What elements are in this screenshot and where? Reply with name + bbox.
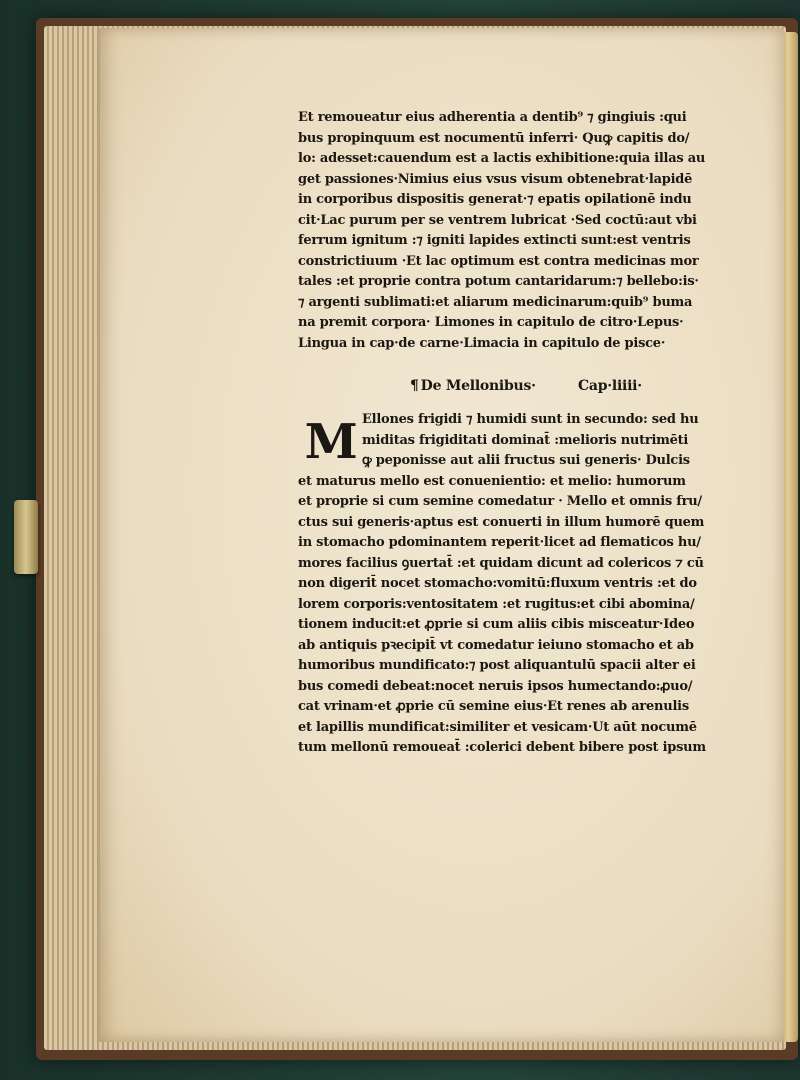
text-line: tales :et proprie contra potum cantaridarum:⁊ bellebo:is·	[298, 274, 699, 289]
text-line: Ellones frigidi ⁊ humidi sunt in secundo: sed hu	[362, 412, 699, 427]
text-line: bus propinquum est nocumentū inferri· Quꝙ capitis do/	[298, 130, 690, 146]
pilcrow-icon: ¶	[410, 378, 419, 394]
text-line: Et remoueatur eius adherentia a dentib⁹ ⁊ gingiuis :qui	[298, 110, 687, 125]
text-line: miditas frigiditati dominat̄ :melioris nutrimēti	[362, 432, 689, 448]
chapter-title: ¶ De Mellonibus·	[410, 378, 536, 394]
text-line: humoribus mundificato:⁊ post aliquantulū spacii alter ei	[298, 658, 696, 673]
upper-paragraph	[298, 108, 708, 354]
text-line: ꝙ peponisse aut alii fructus sui generis· Dulcis	[362, 453, 690, 468]
text-line: bus comedi debeat:nocet neruis ipsos humectando:ꝓuo/	[298, 678, 693, 694]
text-line: tionem inducit:et ꝓprie si cum aliis cibis misceatur·Ideo	[298, 617, 695, 632]
text-line: Lingua in cap·de carne·Limacia in capitulo de pisce·	[298, 335, 666, 351]
text-line: constrictiuum ·Et lac optimum est contra medicinas mor	[298, 253, 699, 269]
text-line: tum mellonū remoueat̄ :colerici debent bibere post ipsum	[298, 740, 706, 755]
chapter-number: Cap·liiii·	[578, 378, 642, 394]
text-line: ⁊ argenti sublimati:et aliarum medicinarum:quib⁹ buma	[298, 294, 693, 310]
text-line: ctus sui generis·aptus est conuerti in illum humorē quem	[298, 514, 705, 530]
drop-initial: M	[304, 414, 358, 470]
text-line: et lapillis mundificat:similiter et vesicam·Ut aūt nocumē	[298, 719, 697, 735]
text-block	[298, 108, 708, 759]
initial-lines	[298, 410, 708, 472]
book-clasp	[14, 500, 38, 574]
text-line: ferrum ignitum :⁊ igniti lapides extincti sunt:est ventris	[298, 233, 691, 248]
text-line: na premit corpora· Limones in capitulo de citro·Lepus·	[298, 315, 684, 330]
text-line: et maturus mello est conuenientio: et melio: humorum	[298, 473, 686, 489]
text-line: in corporibus dispositis generat·⁊ epatis opilationē indu	[298, 192, 692, 207]
right-page-edge	[782, 32, 798, 1042]
lower-paragraph	[298, 472, 708, 759]
text-line: ab antiquis pꝛecipit̄ vt comedatur ieiuno stomacho et ab	[298, 637, 694, 653]
text-line: in stomacho pdominantem reperit·licet ad flematicos hu/	[298, 535, 701, 550]
text-line: non digerit̄ nocet stomacho:vomitū:fluxum ventris :et do	[298, 576, 697, 591]
text-line: lorem corporis:ventositatem :et rugitus:et cibi abomina/	[298, 596, 695, 612]
initial-paragraph	[298, 410, 708, 759]
text-line: et proprie si cum semine comedatur · Mello et omnis fru/	[298, 494, 702, 509]
text-line: cat vrinam·et ꝓprie cū semine eius·Et renes ab arenulis	[298, 699, 689, 714]
chapter-heading	[298, 368, 708, 406]
text-line: get passiones·Nimius eius vsus visum obtenebrat·lapidē	[298, 171, 693, 187]
text-line: lo: adesset:cauendum est a lactis exhibitione:quia illas au	[298, 151, 706, 166]
text-line: cit·Lac purum per se ventrem lubricat ·Sed coctū:aut vbi	[298, 212, 697, 228]
text-line: mores facilius ꝯuertat̄ :et quidam dicunt ad colericos ⁊ cū	[298, 555, 704, 571]
